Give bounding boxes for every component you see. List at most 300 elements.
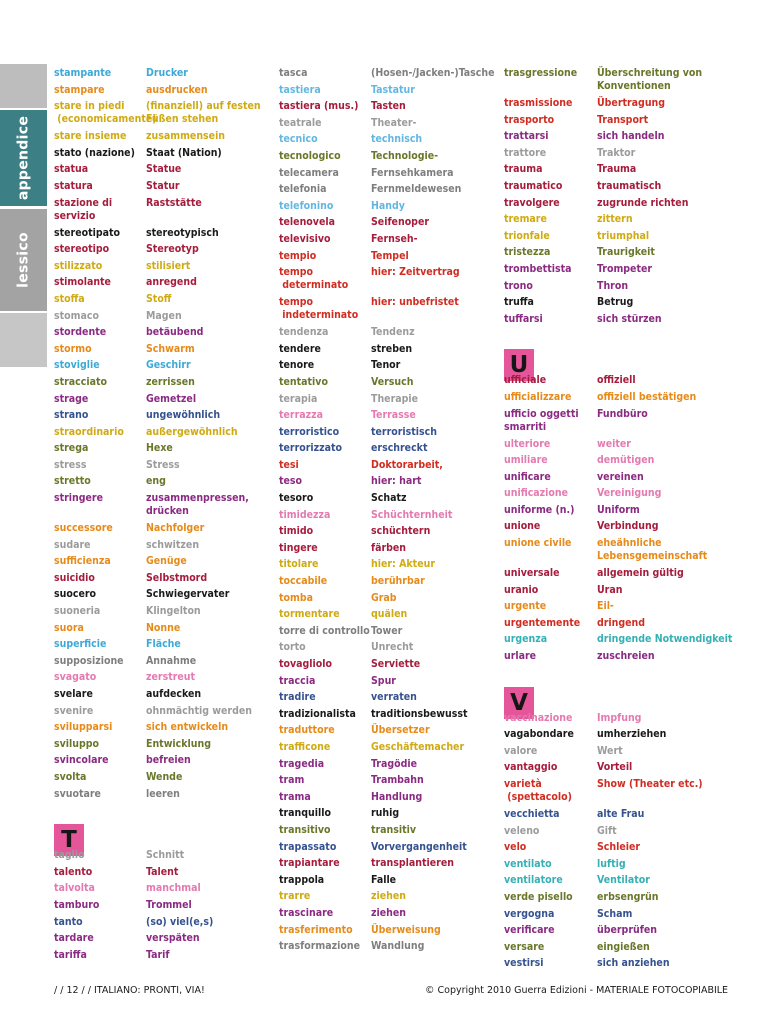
entry-german: hier: hart xyxy=(371,475,422,488)
entry-italian: strage xyxy=(54,392,89,405)
entry-italian: tingere xyxy=(279,541,318,554)
entry-italian: velo xyxy=(504,841,527,854)
entry-german: Stoff xyxy=(146,292,172,305)
entry-italian: umiliare xyxy=(504,454,548,467)
entry-italian: sviluppo xyxy=(54,737,99,750)
entry-german: Schleier xyxy=(597,841,641,854)
entry-italian: svuotare xyxy=(54,787,101,800)
entry-german: Serviette xyxy=(371,658,421,670)
column-middle-italian xyxy=(279,67,371,957)
entry-german: manchmal xyxy=(146,882,201,895)
letter-header xyxy=(504,343,596,379)
entry-german: Hexe xyxy=(146,442,173,455)
entry-german: Handy xyxy=(371,199,405,212)
entry-german: Geschirr xyxy=(146,359,191,372)
entry-german: Traktor xyxy=(597,146,636,159)
entry-italian: urgenza xyxy=(504,633,548,646)
entry-italian: suocero xyxy=(54,588,96,601)
entry-german: Wert xyxy=(597,744,623,757)
entry-italian: telenovela xyxy=(279,216,335,229)
entry-italian: tardare xyxy=(54,932,94,945)
entry-italian: verde pisello xyxy=(504,890,573,903)
entry-german: Falle xyxy=(371,873,397,886)
entry-german: Magen xyxy=(146,309,182,322)
entry-german: luftig xyxy=(597,857,626,870)
entry-german: allgemein gültig xyxy=(597,567,684,580)
entry-italian: svenire xyxy=(54,704,94,717)
entry-german: umherziehen xyxy=(597,728,667,741)
entry-italian: terrazza xyxy=(279,409,323,422)
entry-german: Show (Theater etc.) xyxy=(597,778,703,790)
entry-italian: tesi xyxy=(279,458,299,471)
entry-german: alte Frau xyxy=(597,808,645,820)
entry-german: Trommel xyxy=(146,898,192,911)
entry-italian: stare in piedi (economicamente) xyxy=(54,100,157,126)
entry-german: verraten xyxy=(371,691,417,704)
entry-german: Handlung xyxy=(371,790,423,803)
entry-german: (finanziell) auf festen Füßen stehen xyxy=(146,100,261,126)
footer-copyright: © Copyright 2010 Guerra Edizioni - MATERIALE FOTOCOPIABILE xyxy=(425,985,729,996)
entry-italian: supposizione xyxy=(54,654,124,667)
entry-italian: stimolante xyxy=(54,276,111,289)
entry-german: triumphal xyxy=(597,229,650,242)
entry-italian: trattarsi xyxy=(504,130,549,143)
side-tab-top xyxy=(0,64,47,108)
entry-italian: urgente xyxy=(504,600,547,613)
letter-header xyxy=(54,818,146,854)
entry-german: Trauma xyxy=(597,163,637,176)
entry-italian: tranquillo xyxy=(279,807,331,820)
entry-german: Talent xyxy=(146,865,179,878)
entry-italian: vecchietta xyxy=(504,808,560,820)
side-tab-lessico[interactable] xyxy=(0,209,47,311)
entry-italian: titolare xyxy=(279,558,319,571)
entry-italian: successore xyxy=(54,522,113,535)
entry-italian: stampante xyxy=(54,67,112,79)
entry-italian: tesoro xyxy=(279,492,314,505)
entry-italian: suoneria xyxy=(54,605,101,618)
entry-italian: tradire xyxy=(279,691,316,704)
entry-german: Spur xyxy=(371,674,396,687)
entry-italian: verificare xyxy=(504,924,555,937)
entry-german: berührbar xyxy=(371,575,425,588)
entry-italian: vergogna xyxy=(504,907,555,920)
entry-italian: statua xyxy=(54,163,89,176)
section-gap xyxy=(597,667,721,681)
entry-german: Statur xyxy=(146,179,180,192)
letter-header-spacer xyxy=(146,818,270,849)
entry-german: vereinen xyxy=(597,470,644,483)
entry-italian: televisivo xyxy=(279,232,331,245)
entry-italian: uranio xyxy=(504,583,539,596)
side-tab-bottom xyxy=(0,313,47,367)
entry-german: Uran xyxy=(597,583,623,596)
entry-italian: statura xyxy=(54,179,93,192)
entry-italian: vestirsi xyxy=(504,957,544,970)
entry-italian: superficie xyxy=(54,638,107,651)
entry-german: Theater- xyxy=(371,116,417,129)
entry-german: sich handeln xyxy=(597,130,665,143)
entry-italian: timidezza xyxy=(279,508,331,521)
entry-german: Klingelton xyxy=(146,605,201,618)
entry-german: Stress xyxy=(146,458,180,471)
entry-italian: veleno xyxy=(504,824,540,837)
entry-german: Versuch xyxy=(371,375,414,388)
entry-german: quälen xyxy=(371,608,408,621)
entry-italian: trafficone xyxy=(279,740,331,753)
entry-italian: stringere xyxy=(54,492,104,505)
side-tab-appendice-label: appendice xyxy=(15,115,31,201)
entry-italian: svincolare xyxy=(54,754,109,767)
entry-german: weiter xyxy=(597,437,631,450)
entry-italian: tariffa xyxy=(54,948,87,961)
column-right-italian xyxy=(504,67,596,974)
entry-italian: trama xyxy=(279,790,311,803)
entry-german: Gemetzel xyxy=(146,392,197,405)
entry-italian: trascinare xyxy=(279,906,334,919)
entry-german: sich entwickeln xyxy=(146,721,229,734)
entry-german: stereotypisch xyxy=(146,226,219,239)
letter-header-spacer xyxy=(597,681,721,712)
entry-german: Technologie- xyxy=(371,149,439,162)
entry-german: hier: Zeitvertrag xyxy=(371,266,460,279)
entry-italian: straordinario xyxy=(54,425,124,438)
entry-german: Nachfolger xyxy=(146,522,205,535)
entry-german: Unrecht xyxy=(371,641,414,654)
entry-german: transitiv xyxy=(371,823,417,836)
entry-italian: traumatico xyxy=(504,179,563,192)
entry-german: stilisiert xyxy=(146,259,191,272)
entry-italian: svilupparsi xyxy=(54,721,113,734)
entry-italian: trappola xyxy=(279,873,325,886)
entry-italian: stordente xyxy=(54,326,107,339)
entry-german: hier: Akteur xyxy=(371,558,435,571)
entry-german: zugrunde richten xyxy=(597,196,689,209)
entry-german: Gift xyxy=(597,824,617,837)
entry-italian: travolgere xyxy=(504,196,560,209)
letter-v-box: V xyxy=(504,687,534,719)
entry-italian: telefonia xyxy=(279,183,327,196)
entry-italian: stereotipo xyxy=(54,243,110,256)
entry-german: Tempel xyxy=(371,249,409,262)
entry-german: Vorteil xyxy=(597,761,633,774)
entry-german: Entwicklung xyxy=(146,737,211,750)
entry-german: Fundbüro xyxy=(597,407,648,420)
side-tab-appendice[interactable] xyxy=(0,110,47,206)
entry-italian: ventilatore xyxy=(504,874,563,887)
entry-italian: tempo indeterminato xyxy=(279,296,359,322)
entry-italian: svelare xyxy=(54,688,93,700)
entry-german: offiziell bestätigen xyxy=(597,390,697,403)
entry-italian: terapia xyxy=(279,392,318,405)
entry-german: terroristisch xyxy=(371,425,437,438)
entry-italian: tecnico xyxy=(279,133,318,146)
entry-italian: sufficienza xyxy=(54,555,111,568)
entry-german: zerstreut xyxy=(146,671,196,684)
entry-german: Fernseh- xyxy=(371,232,418,245)
entry-italian: trapiantare xyxy=(279,857,340,870)
entry-german: überprüfen xyxy=(597,924,657,937)
section-gap xyxy=(504,329,596,343)
section-gap xyxy=(504,667,596,681)
entry-italian: stato (nazione) xyxy=(54,146,135,159)
entry-italian: vaccinazione xyxy=(504,711,573,724)
entry-italian: tram xyxy=(279,774,305,787)
entry-italian: tradizionalista xyxy=(279,707,356,720)
entry-italian: tomba xyxy=(279,591,313,604)
side-tab-lessico-label: lessico xyxy=(15,232,31,288)
entry-german: Eil- xyxy=(597,600,614,613)
column-middle-german xyxy=(371,67,495,957)
entry-german: eng xyxy=(146,475,166,488)
entry-italian: strano xyxy=(54,409,89,422)
entry-italian: trasgressione xyxy=(504,67,578,79)
section-gap xyxy=(597,329,721,343)
entry-italian: trasporto xyxy=(504,113,555,126)
entry-italian: trarre xyxy=(279,890,311,903)
entry-italian: terrorizzato xyxy=(279,442,343,455)
entry-german: Tasten xyxy=(371,100,406,113)
entry-italian: varietà (spettacolo) xyxy=(504,778,572,803)
entry-italian: traccia xyxy=(279,674,316,687)
entry-italian: tendenza xyxy=(279,326,329,339)
entry-german: offiziell xyxy=(597,374,636,387)
entry-german: Tragödie xyxy=(371,757,417,770)
entry-italian: unificare xyxy=(504,470,551,483)
entry-german: eingießen xyxy=(597,940,650,953)
entry-german: Scham xyxy=(597,907,633,920)
entry-german: Fernsehkamera xyxy=(371,166,454,179)
entry-german: sich anziehen xyxy=(597,957,670,970)
entry-german: Tarif xyxy=(146,948,170,961)
entry-italian: terroristico xyxy=(279,425,340,438)
entry-italian: traduttore xyxy=(279,724,335,737)
entry-german: schüchtern xyxy=(371,525,431,538)
entry-italian: stomaco xyxy=(54,309,99,322)
entry-italian: teatrale xyxy=(279,116,322,129)
entry-german: sich stürzen xyxy=(597,312,662,325)
footer-page-info: / / 12 / / ITALIANO: PRONTI, VIA! xyxy=(54,985,205,996)
entry-italian: trono xyxy=(504,279,533,292)
entry-german: traditionsbewusst xyxy=(371,707,468,720)
entry-german: betäubend xyxy=(146,326,204,339)
column-left-german xyxy=(146,67,270,965)
entry-german: zittern xyxy=(597,213,633,226)
entry-german: zerrissen xyxy=(146,375,195,388)
entry-german: streben xyxy=(371,342,413,355)
entry-italian: tremare xyxy=(504,213,547,226)
entry-italian: tecnologico xyxy=(279,149,341,162)
column-right-german xyxy=(597,67,733,974)
entry-italian: stazione di servizio xyxy=(54,196,113,222)
entry-italian: ufficio oggetti smarriti xyxy=(504,407,579,433)
entry-italian: torto xyxy=(279,641,306,654)
entry-german: Überschreitung von Konventionen xyxy=(597,67,703,92)
entry-german: eheähnliche Lebensgemeinschaft xyxy=(597,537,708,563)
entry-german: Trompeter xyxy=(597,262,653,275)
entry-german: Tower xyxy=(371,624,403,637)
entry-italian: stretto xyxy=(54,475,91,488)
entry-italian: timido xyxy=(279,525,314,538)
entry-italian: trasferimento xyxy=(279,923,353,936)
entry-german: Traurigkeit xyxy=(597,246,655,259)
entry-italian: tempo determinato xyxy=(279,266,349,292)
entry-german: Doktorarbeit, xyxy=(371,458,443,471)
entry-german: Seifenoper xyxy=(371,216,430,229)
entry-italian: stampare xyxy=(54,83,105,96)
entry-german: zusammenpressen, drücken xyxy=(146,492,249,518)
entry-italian: tragedia xyxy=(279,757,325,770)
section-gap xyxy=(146,804,270,818)
entry-italian: universale xyxy=(504,567,560,580)
entry-italian: talento xyxy=(54,865,93,878)
entry-german: anregend xyxy=(146,276,197,289)
entry-italian: tristezza xyxy=(504,246,551,259)
entry-italian: trasformazione xyxy=(279,940,361,953)
entry-german: Terrasse xyxy=(371,409,416,422)
entry-italian: strega xyxy=(54,442,89,455)
entry-german: (Hosen-/Jacken-)Tasche xyxy=(371,67,495,79)
entry-german: technisch xyxy=(371,133,423,146)
entry-german: (so) viel(e,s) xyxy=(146,915,214,928)
entry-german: Überweisung xyxy=(371,923,441,936)
entry-italian: stracciato xyxy=(54,375,107,388)
entry-german: Drucker xyxy=(146,67,188,79)
entry-german: Grab xyxy=(371,591,397,604)
entry-italian: teso xyxy=(279,475,303,488)
entry-german: Schüchternheit xyxy=(371,508,453,521)
entry-german: Staat (Nation) xyxy=(146,146,222,159)
entry-italian: tastiera xyxy=(279,83,321,96)
entry-german: Schatz xyxy=(371,492,407,505)
entry-italian: tamburo xyxy=(54,898,100,911)
entry-italian: unione xyxy=(504,520,541,533)
entry-italian: trapassato xyxy=(279,840,337,853)
entry-german: Nonne xyxy=(146,621,181,634)
entry-italian: ulteriore xyxy=(504,437,551,450)
entry-italian: tastiera (mus.) xyxy=(279,100,359,113)
letter-header xyxy=(504,681,596,716)
entry-german: Fläche xyxy=(146,638,181,651)
letter-u-box: U xyxy=(504,349,534,381)
entry-german: Übertragung xyxy=(597,97,666,109)
entry-german: ungewöhnlich xyxy=(146,409,221,422)
entry-german: Statue xyxy=(146,163,182,176)
entry-german: demütigen xyxy=(597,454,655,467)
entry-italian: stormo xyxy=(54,342,92,355)
entry-italian: stare insieme xyxy=(54,130,127,143)
entry-german: hier: unbefristet xyxy=(371,296,459,309)
entry-italian: urgentemente xyxy=(504,616,581,629)
entry-german: färben xyxy=(371,541,407,554)
entry-italian: trombettista xyxy=(504,262,572,275)
entry-german: zuschreien xyxy=(597,650,655,663)
entry-german: Tastatur xyxy=(371,83,415,96)
entry-german: Tendenz xyxy=(371,326,415,339)
entry-italian: talvolta xyxy=(54,882,95,895)
entry-italian: stress xyxy=(54,458,87,471)
entry-italian: stereotipato xyxy=(54,226,121,239)
entry-german: Ventilator xyxy=(597,874,650,887)
entry-german: traumatisch xyxy=(597,179,662,192)
entry-italian: tendere xyxy=(279,342,321,355)
letter-header-spacer xyxy=(597,343,721,374)
entry-german: erschreckt xyxy=(371,442,428,455)
entry-italian: uniforme (n.) xyxy=(504,503,575,516)
entry-italian: trauma xyxy=(504,163,543,176)
entry-german: schwitzen xyxy=(146,538,200,551)
entry-italian: vagabondare xyxy=(504,728,574,741)
entry-italian: trionfale xyxy=(504,229,550,242)
entry-italian: suicidio xyxy=(54,571,95,584)
entry-german: dringende Notwendigkeit xyxy=(597,633,733,646)
entry-german: verspäten xyxy=(146,932,200,945)
entry-italian: taglio xyxy=(54,849,85,862)
entry-italian: tenore xyxy=(279,359,315,372)
entry-german: Impfung xyxy=(597,711,642,724)
entry-italian: telecamera xyxy=(279,166,339,179)
entry-italian: tuffarsi xyxy=(504,312,543,325)
entry-italian: tanto xyxy=(54,915,83,928)
entry-german: Schwarm xyxy=(146,342,195,355)
letter-t-box: T xyxy=(54,824,84,856)
entry-german: ziehen xyxy=(371,906,407,919)
entry-italian: tormentare xyxy=(279,608,340,621)
entry-italian: tempio xyxy=(279,249,317,262)
entry-italian: trasmissione xyxy=(504,97,573,109)
entry-italian: svolta xyxy=(54,770,87,783)
entry-german: transplantieren xyxy=(371,857,454,870)
entry-german: Trambahn xyxy=(371,774,424,787)
entry-german: befreien xyxy=(146,754,191,767)
entry-german: Geschäftemacher xyxy=(371,740,465,753)
entry-italian: tasca xyxy=(279,67,308,79)
entry-german: Schnitt xyxy=(146,849,185,862)
entry-german: Raststätte xyxy=(146,196,202,209)
entry-german: dringend xyxy=(597,616,646,629)
entry-german: Stereotyp xyxy=(146,243,199,256)
entry-german: Betrug xyxy=(597,296,634,309)
entry-italian: ufficiale xyxy=(504,374,547,387)
entry-german: Tenor xyxy=(371,359,401,372)
entry-german: Vorvergangenheit xyxy=(371,840,467,853)
section-gap xyxy=(54,804,146,818)
entry-italian: suora xyxy=(54,621,84,634)
entry-italian: tovagliolo xyxy=(279,658,332,670)
entry-italian: vantaggio xyxy=(504,761,558,774)
entry-italian: svagato xyxy=(54,671,97,684)
entry-italian: torre di controllo xyxy=(279,624,370,637)
entry-italian: ufficializzare xyxy=(504,390,572,403)
entry-italian: urlare xyxy=(504,650,537,663)
entry-german: Annahme xyxy=(146,654,197,667)
entry-italian: trattore xyxy=(504,146,547,159)
entry-german: Wende xyxy=(146,770,183,783)
entry-german: Schwiegervater xyxy=(146,588,230,601)
entry-german: leeren xyxy=(146,787,180,800)
entry-german: ruhig xyxy=(371,807,400,820)
entry-german: ausdrucken xyxy=(146,83,208,96)
entry-german: Therapie xyxy=(371,392,419,405)
entry-italian: truffa xyxy=(504,296,534,309)
entry-german: ziehen xyxy=(371,890,407,903)
entry-italian: toccabile xyxy=(279,575,328,588)
entry-italian: unione civile xyxy=(504,537,572,550)
entry-german: Vereinigung xyxy=(597,487,662,500)
entry-italian: versare xyxy=(504,940,545,953)
entry-german: Uniform xyxy=(597,503,640,516)
entry-german: Selbstmord xyxy=(146,571,208,584)
